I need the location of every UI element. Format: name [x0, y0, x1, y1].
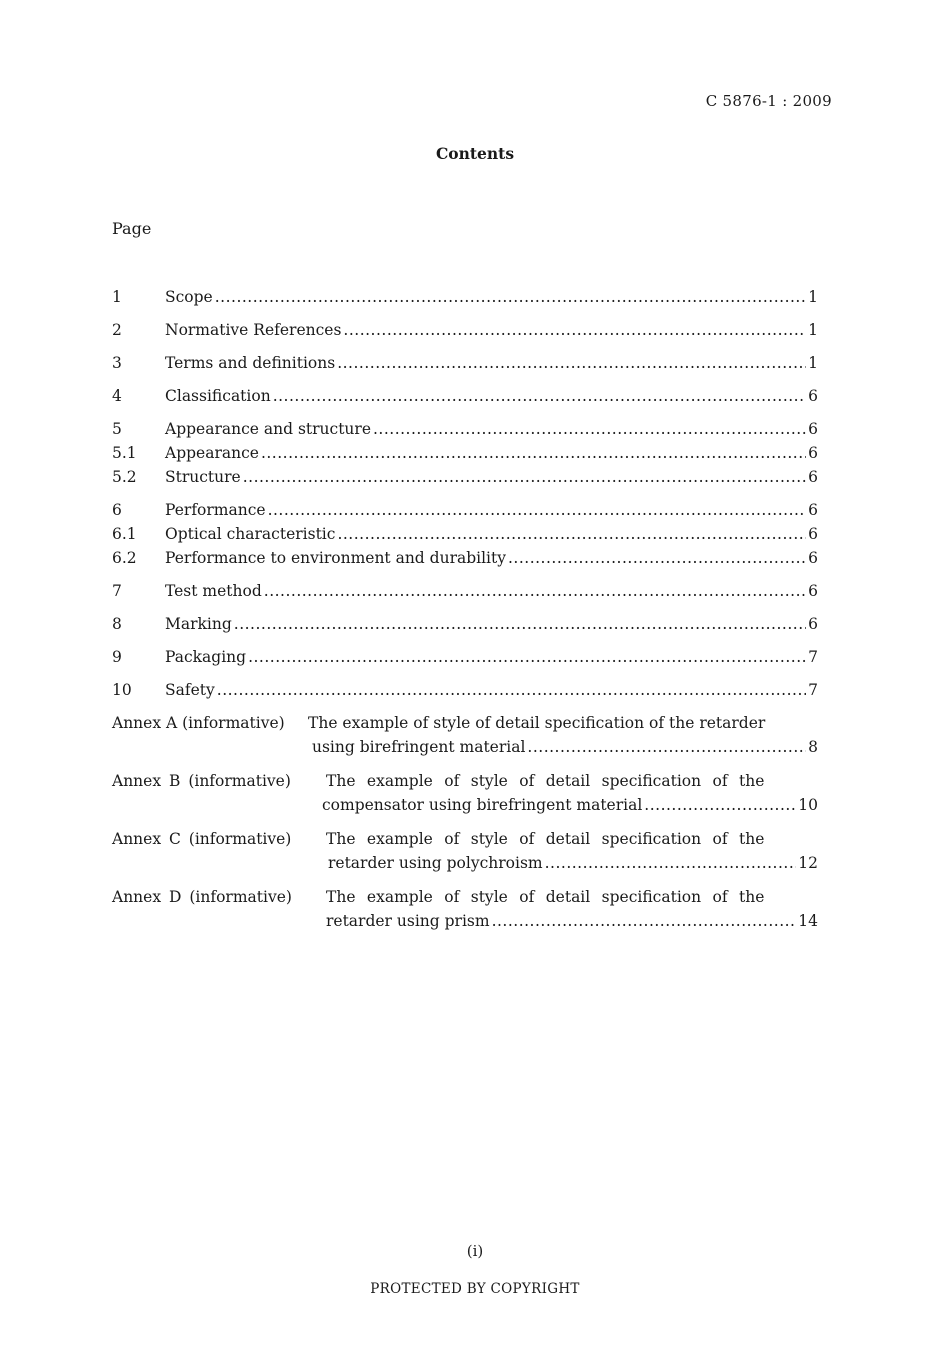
- dot-leader: [508, 546, 806, 570]
- dot-leader: [268, 498, 807, 522]
- toc-entry-title: Structure: [165, 468, 241, 486]
- annex-label: Annex C (informative): [112, 830, 292, 848]
- toc-entry-safety[interactable]: [112, 678, 818, 702]
- annex-title-line1: The example of style of detail specification of the: [326, 888, 765, 906]
- standard-number: C 5876-1 : 2009: [705, 92, 832, 110]
- dot-leader: [373, 417, 806, 441]
- toc-entry-title: Packaging: [165, 648, 247, 666]
- dot-leader: [644, 793, 796, 817]
- dot-leader: [527, 735, 806, 759]
- toc-entry-page: 1: [808, 354, 818, 372]
- toc-entry-terms-and-definitions[interactable]: [112, 351, 818, 375]
- toc-group-5: [112, 417, 818, 489]
- toc-entry-title: Marking: [165, 615, 232, 633]
- dot-leader: [243, 465, 806, 489]
- toc-entry-page: 6: [808, 549, 818, 567]
- toc-annex-a[interactable]: [112, 711, 818, 759]
- toc-group-7: [112, 579, 818, 603]
- toc-entry-number: 6.1: [112, 525, 137, 543]
- footer-page-number: (i): [466, 1242, 484, 1260]
- toc-entry-scope[interactable]: [112, 285, 818, 309]
- toc-entry-packaging[interactable]: [112, 645, 818, 669]
- toc-entry-title: Test method: [165, 582, 262, 600]
- toc-entry-number: 5.2: [112, 468, 137, 486]
- toc-entry-title: Performance to environment and durability: [165, 549, 506, 567]
- toc-entry-appearance-and-structure[interactable]: [112, 417, 818, 441]
- toc-entry-marking[interactable]: [112, 612, 818, 636]
- toc-entry-number: 2: [112, 321, 122, 339]
- toc-entry-normative-references[interactable]: [112, 318, 818, 342]
- toc-entry-title: Normative References: [165, 321, 342, 339]
- toc-entry-number: 9: [112, 648, 122, 666]
- toc-group-4: [112, 384, 818, 408]
- toc-entry-page: 6: [808, 387, 818, 405]
- toc-annex-d[interactable]: [112, 885, 818, 933]
- annex-title-line2: compensator using birefringent material: [322, 796, 643, 814]
- toc-entry-page: 1: [808, 288, 818, 306]
- toc-entry-page: 6: [808, 582, 818, 600]
- dot-leader: [261, 441, 806, 465]
- dot-leader: [337, 522, 806, 546]
- toc-entry-page: 6: [808, 468, 818, 486]
- dot-leader: [545, 851, 797, 875]
- toc-entry-number: 5.1: [112, 444, 137, 462]
- toc-entry-title: Terms and definitions: [165, 354, 336, 372]
- toc-entry-page: 6: [808, 615, 818, 633]
- toc-annex-b[interactable]: [112, 769, 818, 817]
- toc-entry-page: 7: [808, 648, 818, 666]
- annex-page: 14: [798, 912, 818, 930]
- toc-entry-number: 3: [112, 354, 122, 372]
- toc-entry-appearance[interactable]: [112, 441, 818, 465]
- page-column-label: Page: [112, 219, 152, 238]
- table-of-contents: [112, 285, 818, 943]
- toc-entry-performance[interactable]: [112, 498, 818, 522]
- dot-leader: [215, 285, 806, 309]
- toc-entry-page: 6: [808, 501, 818, 519]
- toc-group-10: [112, 678, 818, 702]
- toc-group-8: [112, 612, 818, 636]
- toc-entry-page: 1: [808, 321, 818, 339]
- dot-leader: [492, 909, 797, 933]
- toc-entry-number: 6: [112, 501, 122, 519]
- toc-group-3: [112, 351, 818, 375]
- toc-annex-c[interactable]: [112, 827, 818, 875]
- toc-group-2: [112, 318, 818, 342]
- annex-page: 10: [798, 796, 818, 814]
- toc-entry-page: 6: [808, 444, 818, 462]
- toc-entry-number: 5: [112, 420, 122, 438]
- toc-entry-title: Scope: [165, 288, 213, 306]
- toc-entry-title: Safety: [165, 681, 215, 699]
- annex-label: Annex B (informative): [112, 772, 291, 790]
- toc-entry-optical-characteristic[interactable]: [112, 522, 818, 546]
- copyright-notice: PROTECTED BY COPYRIGHT: [370, 1281, 580, 1297]
- dot-leader: [273, 384, 806, 408]
- dot-leader: [343, 318, 806, 342]
- annex-page: 8: [808, 738, 818, 756]
- toc-entry-number: 7: [112, 582, 122, 600]
- annex-title-line1: The example of style of detail specification of the: [326, 830, 765, 848]
- toc-entry-number: 6.2: [112, 549, 137, 567]
- toc-entry-title: Optical characteristic: [165, 525, 336, 543]
- toc-entry-number: 8: [112, 615, 122, 633]
- toc-entry-title: Performance: [165, 501, 266, 519]
- toc-entry-number: 4: [112, 387, 122, 405]
- toc-entry-structure[interactable]: [112, 465, 818, 489]
- toc-entry-page: 7: [808, 681, 818, 699]
- dot-leader: [248, 645, 806, 669]
- annex-title-line2: retarder using prism: [326, 912, 490, 930]
- toc-group-1: [112, 285, 818, 309]
- toc-entry-title: Appearance: [165, 444, 259, 462]
- toc-group-6: [112, 498, 818, 570]
- toc-entry-classification[interactable]: [112, 384, 818, 408]
- dot-leader: [337, 351, 806, 375]
- toc-entry-test-method[interactable]: [112, 579, 818, 603]
- toc-entry-performance-environment-durability[interactable]: [112, 546, 818, 570]
- dot-leader: [217, 678, 806, 702]
- annex-label: Annex D (informative): [112, 888, 292, 906]
- toc-entry-title: Appearance and structure: [165, 420, 371, 438]
- toc-entry-title: Classification: [165, 387, 271, 405]
- annex-title-line2: using birefringent material: [312, 738, 526, 756]
- annex-title-line2: retarder using polychroism: [328, 854, 543, 872]
- toc-entry-page: 6: [808, 420, 818, 438]
- toc-entry-page: 6: [808, 525, 818, 543]
- annex-page: 12: [798, 854, 818, 872]
- toc-group-9: [112, 645, 818, 669]
- annex-label: Annex A (informative): [112, 714, 285, 732]
- dot-leader: [234, 612, 806, 636]
- toc-entry-number: 1: [112, 288, 122, 306]
- page-title: Contents: [435, 144, 515, 163]
- dot-leader: [264, 579, 806, 603]
- toc-entry-number: 10: [112, 681, 132, 699]
- annex-title-line1: The example of style of detail specification of the: [326, 772, 765, 790]
- annex-title-line1: The example of style of detail specification of the retarder: [308, 714, 766, 732]
